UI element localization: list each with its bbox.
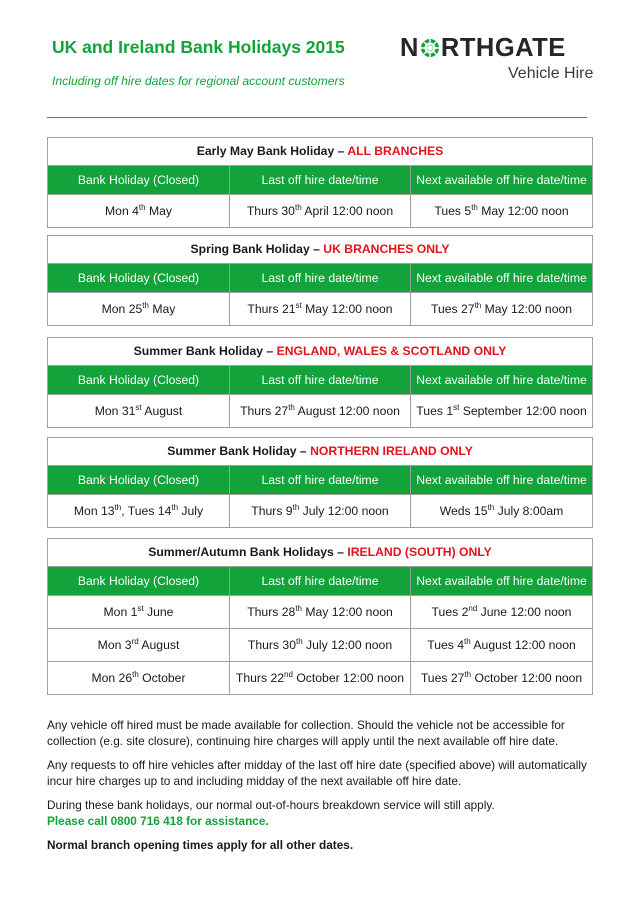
table-title <box>48 438 593 466</box>
table-cell: Mon 4th May <box>48 195 230 228</box>
holiday-table <box>47 538 593 695</box>
table-row <box>48 596 593 629</box>
holiday-table <box>47 137 593 228</box>
table-title-prefix: Summer Bank Holiday – <box>167 444 311 458</box>
table-cell: Mon 25th May <box>48 293 230 326</box>
table-cell: Mon 13th, Tues 14th July <box>48 495 230 528</box>
column-header: Last off hire date/time <box>230 466 411 495</box>
table-cell: Thurs 27th August 12:00 noon <box>230 395 411 428</box>
page-title: UK and Ireland Bank Holidays 2015 <box>52 37 345 57</box>
holiday-table <box>47 437 593 528</box>
table-title-prefix: Summer/Autumn Bank Holidays – <box>148 545 348 559</box>
northgate-logo <box>400 30 594 90</box>
table-cell: Thurs 30th July 12:00 noon <box>230 629 411 662</box>
column-header: Bank Holiday (Closed) <box>48 567 230 596</box>
logo-letter-n: N <box>400 34 419 62</box>
note-late-offhire: Any requests to off hire vehicles after midday of the last off hire date (specified above) will automatically incur hire charges up to and including midday of the next available off hire date. <box>47 758 587 788</box>
table-cell: Tues 27th October 12:00 noon <box>411 662 593 695</box>
table-row <box>48 293 593 326</box>
column-header: Last off hire date/time <box>230 366 411 395</box>
table-cell: Thurs 28th May 12:00 noon <box>230 596 411 629</box>
table-cell: Mon 3rd August <box>48 629 230 662</box>
table-title-prefix: Early May Bank Holiday – <box>196 144 348 158</box>
column-header: Next available off hire date/time <box>411 264 593 293</box>
note-breakdown-text: During these bank holidays, our normal out-of-hours breakdown service will still apply. <box>47 798 495 812</box>
table-row <box>48 395 593 428</box>
table-title <box>48 539 593 567</box>
table-title <box>48 338 593 366</box>
page-subtitle: Including off hire dates for regional account customers <box>52 74 345 88</box>
table-cell: Thurs 22nd October 12:00 noon <box>230 662 411 695</box>
table-cell: Tues 4th August 12:00 noon <box>411 629 593 662</box>
table-title <box>48 236 593 264</box>
note-breakdown-phone: Please call 0800 716 418 for assistance. <box>47 814 269 828</box>
holiday-table <box>47 235 593 326</box>
table-cell: Tues 2nd June 12:00 noon <box>411 596 593 629</box>
table-cell: Thurs 30th April 12:00 noon <box>230 195 411 228</box>
table-title-scope: UK BRANCHES ONLY <box>323 242 450 256</box>
column-header: Last off hire date/time <box>230 166 411 195</box>
table-row <box>48 629 593 662</box>
table-title-scope: NORTHERN IRELAND ONLY <box>310 444 473 458</box>
table-cell: Weds 15th July 8:00am <box>411 495 593 528</box>
table-row <box>48 195 593 228</box>
table-row <box>48 495 593 528</box>
table-cell: Tues 1st September 12:00 noon <box>411 395 593 428</box>
table-row <box>48 662 593 695</box>
table-title-scope: ENGLAND, WALES & SCOTLAND ONLY <box>276 344 507 358</box>
column-header: Bank Holiday (Closed) <box>48 466 230 495</box>
table-cell: Tues 5th May 12:00 noon <box>411 195 593 228</box>
column-header: Next available off hire date/time <box>411 466 593 495</box>
table-title-prefix: Spring Bank Holiday – <box>190 242 324 256</box>
note-breakdown <box>47 797 592 829</box>
column-header: Next available off hire date/time <box>411 567 593 596</box>
table-cell: Mon 26th October <box>48 662 230 695</box>
table-title-prefix: Summer Bank Holiday – <box>133 344 277 358</box>
table-title <box>48 138 593 166</box>
wheel-icon <box>420 38 440 58</box>
table-cell: Mon 1st June <box>48 596 230 629</box>
header-divider <box>47 117 587 118</box>
column-header: Bank Holiday (Closed) <box>48 366 230 395</box>
holiday-table <box>47 337 593 428</box>
note-collection: Any vehicle off hired must be made available for collection. Should the vehicle not be accessible for collection (e.g. site closure), continuing hire charges will apply until the next available off hire date. <box>47 718 565 748</box>
column-header: Bank Holiday (Closed) <box>48 166 230 195</box>
table-cell: Tues 27th May 12:00 noon <box>411 293 593 326</box>
logo-letters-rthgate: RTHGATE <box>440 34 566 62</box>
table-title-scope: ALL BRANCHES <box>347 144 444 158</box>
column-header: Last off hire date/time <box>230 567 411 596</box>
column-header: Next available off hire date/time <box>411 366 593 395</box>
column-header: Bank Holiday (Closed) <box>48 264 230 293</box>
column-header: Last off hire date/time <box>230 264 411 293</box>
logo-subtitle: Vehicle Hire <box>508 65 594 82</box>
note-opening-times: Normal branch opening times apply for all other dates. <box>47 838 354 852</box>
table-cell: Mon 31st August <box>48 395 230 428</box>
table-cell: Thurs 21st May 12:00 noon <box>230 293 411 326</box>
table-cell: Thurs 9th July 12:00 noon <box>230 495 411 528</box>
column-header: Next available off hire date/time <box>411 166 593 195</box>
table-title-scope: IRELAND (SOUTH) ONLY <box>347 545 492 559</box>
